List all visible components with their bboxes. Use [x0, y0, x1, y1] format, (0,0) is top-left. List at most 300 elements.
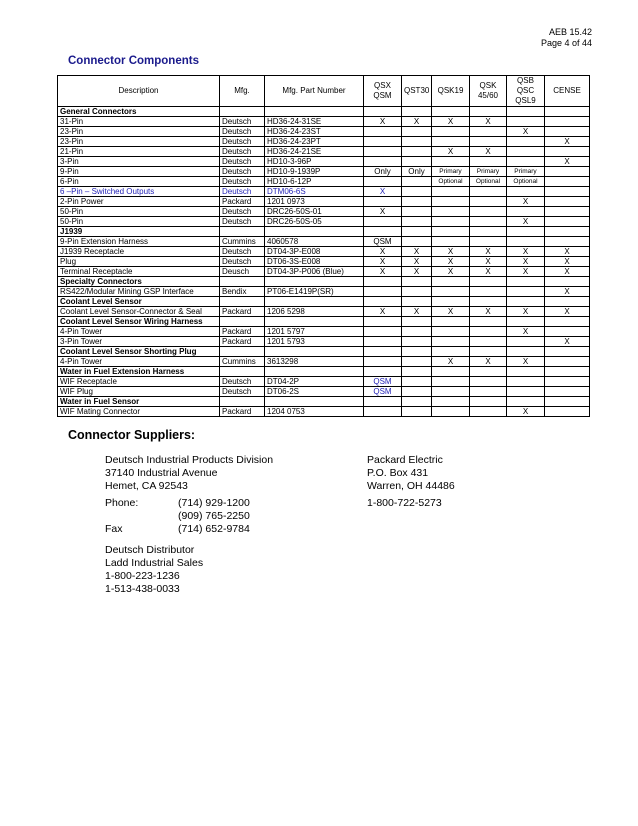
table-row: [58, 167, 590, 177]
cell-engine-5: [545, 177, 590, 187]
table-row: [58, 217, 590, 227]
cell-engine-1: [402, 187, 432, 197]
cell-engine-4: X: [507, 217, 545, 227]
group-label: Coolant Level Sensor: [58, 297, 220, 307]
empty-cell: [265, 347, 364, 357]
empty-cell: [432, 107, 470, 117]
col-cense: CENSE: [545, 76, 590, 107]
page-number: Page 4 of 44: [540, 38, 592, 48]
cell-part-number: HD36-24-21SE: [265, 147, 364, 157]
cell-description: WIF Receptacle: [58, 377, 220, 387]
group-label: Coolant Level Sensor Wiring Harness: [58, 317, 220, 327]
deutsch-city: Hemet, CA 92543: [105, 480, 188, 492]
cell-engine-0: QSM: [364, 377, 402, 387]
table-row: [58, 257, 590, 267]
cell-engine-2: [432, 327, 470, 337]
cell-part-number: HD36-24-23ST: [265, 127, 364, 137]
connector-table: [57, 75, 590, 417]
col-part-number: Mfg. Part Number: [265, 76, 364, 107]
cell-engine-2: [432, 187, 470, 197]
cell-description: 9-Pin: [58, 167, 220, 177]
cell-engine-1: [402, 157, 432, 167]
cell-engine-5: X: [545, 137, 590, 147]
distributor-line-1: Deutsch Distributor: [105, 544, 195, 556]
distributor-line-4: 1-513-438-0033: [105, 583, 180, 595]
cell-engine-4: [507, 137, 545, 147]
empty-cell: [220, 347, 265, 357]
cell-engine-5: [545, 167, 590, 177]
cell-engine-5: [545, 187, 590, 197]
empty-cell: [220, 227, 265, 237]
cell-mfg: Deusch: [220, 267, 265, 277]
deutsch-phone-2: (909) 765-2250: [178, 510, 250, 522]
empty-cell: [364, 297, 402, 307]
cell-engine-2: [432, 407, 470, 417]
cell-mfg: Deutsch: [220, 167, 265, 177]
cell-engine-4: X: [507, 357, 545, 367]
cell-engine-5: [545, 197, 590, 207]
cell-engine-2: [432, 377, 470, 387]
deutsch-contact: [105, 497, 250, 536]
cell-description: WIF Plug: [58, 387, 220, 397]
cell-engine-1: [402, 287, 432, 297]
cell-part-number: 1204 0753: [265, 407, 364, 417]
cell-description: 3-Pin: [58, 157, 220, 167]
cell-engine-1: [402, 357, 432, 367]
cell-engine-2: X: [432, 117, 470, 127]
cell-engine-0: [364, 177, 402, 187]
cell-description: RS422/Modular Mining GSP Interface: [58, 287, 220, 297]
cell-engine-2: X: [432, 257, 470, 267]
cell-mfg: Deutsch: [220, 387, 265, 397]
empty-cell: [364, 397, 402, 407]
cell-part-number: HD10-3-96P: [265, 157, 364, 167]
cell-engine-3: X: [470, 267, 507, 277]
cell-engine-4: [507, 187, 545, 197]
distributor-line-3: 1-800-223-1236: [105, 570, 180, 582]
cell-part-number: DT06-3S-E008: [265, 257, 364, 267]
cell-part-number: PT06-E1419P(SR): [265, 287, 364, 297]
empty-cell: [402, 297, 432, 307]
empty-cell: [545, 317, 590, 327]
cell-engine-5: [545, 127, 590, 137]
table-row: [58, 387, 590, 397]
empty-cell: [265, 367, 364, 377]
empty-cell: [265, 107, 364, 117]
cell-engine-3: X: [470, 117, 507, 127]
cell-engine-3: X: [470, 307, 507, 317]
cell-engine-1: X: [402, 247, 432, 257]
table-row: [58, 377, 590, 387]
col-qsk45: QSK 45/60: [470, 76, 507, 107]
cell-engine-0: [364, 407, 402, 417]
empty-cell: [470, 317, 507, 327]
group-label: Water in Fuel Sensor: [58, 397, 220, 407]
cell-engine-0: [364, 127, 402, 137]
cell-engine-0: [364, 287, 402, 297]
table-row: [58, 267, 590, 277]
table-header-row: [58, 76, 590, 107]
cell-mfg: Bendix: [220, 287, 265, 297]
cell-engine-0: X: [364, 207, 402, 217]
empty-cell: [507, 227, 545, 237]
cell-mfg: Packard: [220, 197, 265, 207]
cell-engine-5: X: [545, 287, 590, 297]
cell-description: 4-Pin Tower: [58, 327, 220, 337]
empty-cell: [265, 227, 364, 237]
cell-engine-0: X: [364, 247, 402, 257]
empty-cell: [432, 317, 470, 327]
table-group-row: [58, 297, 590, 307]
cell-engine-2: X: [432, 307, 470, 317]
cell-engine-3: [470, 217, 507, 227]
cell-engine-5: [545, 327, 590, 337]
cell-engine-4: X: [507, 197, 545, 207]
cell-engine-3: [470, 237, 507, 247]
cell-engine-1: [402, 237, 432, 247]
cell-engine-5: [545, 387, 590, 397]
empty-cell: [545, 297, 590, 307]
empty-cell: [364, 367, 402, 377]
empty-cell: [470, 107, 507, 117]
empty-cell: [432, 227, 470, 237]
cell-description: J1939 Receptacle: [58, 247, 220, 257]
cell-part-number: DRC26-50S-01: [265, 207, 364, 217]
empty-cell: [364, 107, 402, 117]
cell-part-number: HD36-24-31SE: [265, 117, 364, 127]
suppliers-title: Connector Suppliers:: [68, 428, 196, 442]
group-label: Coolant Level Sensor Shorting Plug: [58, 347, 220, 357]
cell-part-number: DT06-2S: [265, 387, 364, 397]
cell-engine-3: X: [470, 257, 507, 267]
table-row: [58, 127, 590, 137]
empty-cell: [545, 227, 590, 237]
cell-engine-5: [545, 237, 590, 247]
table-group-row: [58, 367, 590, 377]
empty-cell: [470, 277, 507, 287]
packard-box: P.O. Box 431: [367, 467, 429, 479]
table-row: [58, 207, 590, 217]
cell-engine-3: Optional: [470, 177, 507, 187]
cell-engine-3: X: [470, 357, 507, 367]
cell-engine-1: [402, 207, 432, 217]
empty-cell: [402, 367, 432, 377]
cell-engine-3: X: [470, 147, 507, 157]
table-row: [58, 157, 590, 167]
cell-mfg: Deutsch: [220, 377, 265, 387]
cell-engine-2: Optional: [432, 177, 470, 187]
table-row: [58, 197, 590, 207]
cell-engine-2: [432, 337, 470, 347]
table-row: [58, 327, 590, 337]
cell-engine-4: [507, 237, 545, 247]
cell-engine-0: [364, 357, 402, 367]
cell-engine-3: [470, 327, 507, 337]
empty-cell: [265, 277, 364, 287]
cell-engine-5: [545, 377, 590, 387]
cell-engine-3: [470, 407, 507, 417]
cell-description: Terminal Receptacle: [58, 267, 220, 277]
cell-engine-2: X: [432, 147, 470, 157]
cell-engine-1: [402, 407, 432, 417]
cell-engine-4: X: [507, 307, 545, 317]
cell-mfg: Deutsch: [220, 207, 265, 217]
table-group-row: [58, 277, 590, 287]
table-group-row: [58, 347, 590, 357]
cell-engine-4: [507, 377, 545, 387]
cell-engine-1: [402, 377, 432, 387]
cell-mfg: Deutsch: [220, 137, 265, 147]
packard-name: Packard Electric: [367, 454, 443, 466]
cell-part-number: 1201 0973: [265, 197, 364, 207]
cell-part-number: DRC26-50S-05: [265, 217, 364, 227]
cell-mfg: Deutsch: [220, 127, 265, 137]
table-row: [58, 187, 590, 197]
empty-cell: [364, 277, 402, 287]
cell-engine-5: [545, 407, 590, 417]
cell-engine-4: X: [507, 267, 545, 277]
cell-description: 31-Pin: [58, 117, 220, 127]
page-header: [541, 27, 592, 49]
empty-cell: [545, 367, 590, 377]
empty-cell: [432, 277, 470, 287]
cell-engine-1: [402, 177, 432, 187]
empty-cell: [507, 317, 545, 327]
group-label: J1939: [58, 227, 220, 237]
cell-engine-3: [470, 187, 507, 197]
cell-part-number: 1206 5298: [265, 307, 364, 317]
empty-cell: [402, 317, 432, 327]
empty-cell: [470, 367, 507, 377]
cell-part-number: DT04-2P: [265, 377, 364, 387]
cell-description: 6-Pin: [58, 177, 220, 187]
cell-engine-2: [432, 287, 470, 297]
cell-engine-3: [470, 157, 507, 167]
cell-mfg: Deutsch: [220, 217, 265, 227]
cell-engine-5: X: [545, 247, 590, 257]
table-row: [58, 307, 590, 317]
cell-engine-2: [432, 137, 470, 147]
cell-engine-0: [364, 337, 402, 347]
cell-description: 4-Pin Tower: [58, 357, 220, 367]
empty-cell: [470, 297, 507, 307]
empty-cell: [220, 107, 265, 117]
empty-cell: [432, 347, 470, 357]
cell-engine-3: [470, 127, 507, 137]
cell-mfg: Deutsch: [220, 257, 265, 267]
cell-engine-3: X: [470, 247, 507, 257]
cell-engine-4: [507, 157, 545, 167]
cell-part-number: HD10-9-1939P: [265, 167, 364, 177]
cell-engine-5: [545, 147, 590, 157]
cell-engine-5: [545, 217, 590, 227]
cell-description: 21-Pin: [58, 147, 220, 157]
deutsch-name: Deutsch Industrial Products Division: [105, 454, 274, 466]
cell-engine-4: [507, 387, 545, 397]
empty-cell: [402, 347, 432, 357]
empty-cell: [507, 347, 545, 357]
cell-description: 6 –Pin – Switched Outputs: [58, 187, 220, 197]
table-row: [58, 237, 590, 247]
cell-engine-3: [470, 387, 507, 397]
cell-engine-1: [402, 387, 432, 397]
empty-cell: [220, 277, 265, 287]
table-row: [58, 137, 590, 147]
col-qsk19: QSK19: [432, 76, 470, 107]
cell-mfg: Deutsch: [220, 147, 265, 157]
cell-description: 50-Pin: [58, 207, 220, 217]
cell-engine-5: [545, 117, 590, 127]
empty-cell: [265, 297, 364, 307]
document-id: AEB 15.42: [548, 27, 592, 37]
cell-engine-0: X: [364, 187, 402, 197]
empty-cell: [220, 317, 265, 327]
cell-engine-4: [507, 207, 545, 217]
cell-engine-2: X: [432, 267, 470, 277]
cell-engine-3: [470, 207, 507, 217]
group-label: Water in Fuel Extension Harness: [58, 367, 220, 377]
empty-cell: [470, 397, 507, 407]
cell-part-number: HD36-24-23PT: [265, 137, 364, 147]
cell-mfg: Packard: [220, 407, 265, 417]
cell-part-number: DT04-3P-E008: [265, 247, 364, 257]
empty-cell: [402, 107, 432, 117]
cell-description: Plug: [58, 257, 220, 267]
cell-engine-4: X: [507, 407, 545, 417]
col-mfg: Mfg.: [220, 76, 265, 107]
cell-engine-0: QSM: [364, 387, 402, 397]
cell-mfg: Cummins: [220, 237, 265, 247]
cell-engine-5: X: [545, 267, 590, 277]
cell-engine-2: [432, 197, 470, 207]
cell-engine-0: [364, 137, 402, 147]
deutsch-fax: (714) 652-9784: [178, 523, 250, 535]
cell-engine-4: Primary: [507, 167, 545, 177]
cell-mfg: Packard: [220, 337, 265, 347]
empty-cell: [402, 397, 432, 407]
fax-label: Fax: [105, 523, 123, 535]
cell-engine-2: [432, 387, 470, 397]
cell-engine-2: [432, 217, 470, 227]
cell-engine-4: [507, 147, 545, 157]
cell-engine-0: X: [364, 307, 402, 317]
deutsch-phone-1: (714) 929-1200: [178, 497, 250, 509]
cell-engine-2: [432, 237, 470, 247]
cell-description: 50-Pin: [58, 217, 220, 227]
cell-engine-1: [402, 327, 432, 337]
cell-engine-1: X: [402, 257, 432, 267]
empty-cell: [402, 277, 432, 287]
cell-engine-2: X: [432, 247, 470, 257]
cell-engine-4: X: [507, 247, 545, 257]
empty-cell: [545, 347, 590, 357]
deutsch-address: [105, 454, 273, 493]
cell-engine-3: [470, 137, 507, 147]
cell-mfg: Deutsch: [220, 247, 265, 257]
cell-mfg: Deutsch: [220, 117, 265, 127]
cell-part-number: DTM06-6S: [265, 187, 364, 197]
cell-mfg: Deutsch: [220, 187, 265, 197]
cell-engine-1: [402, 337, 432, 347]
cell-part-number: 1201 5797: [265, 327, 364, 337]
empty-cell: [220, 367, 265, 377]
cell-part-number: HD10-6-12P: [265, 177, 364, 187]
cell-engine-5: X: [545, 157, 590, 167]
empty-cell: [432, 297, 470, 307]
table-body: [58, 107, 590, 417]
cell-part-number: 3613298: [265, 357, 364, 367]
table-row: [58, 147, 590, 157]
col-description: Description: [58, 76, 220, 107]
table-row: [58, 247, 590, 257]
empty-cell: [507, 107, 545, 117]
cell-engine-2: X: [432, 357, 470, 367]
cell-engine-0: [364, 147, 402, 157]
empty-cell: [545, 277, 590, 287]
cell-engine-4: [507, 117, 545, 127]
empty-cell: [220, 397, 265, 407]
cell-engine-3: [470, 287, 507, 297]
deutsch-street: 37140 Industrial Avenue: [105, 467, 218, 479]
table-group-row: [58, 397, 590, 407]
empty-cell: [507, 277, 545, 287]
cell-engine-5: [545, 357, 590, 367]
col-qsx: QSX QSM: [364, 76, 402, 107]
cell-description: 2-Pin Power: [58, 197, 220, 207]
cell-part-number: 4060578: [265, 237, 364, 247]
empty-cell: [545, 397, 590, 407]
cell-engine-0: [364, 197, 402, 207]
cell-mfg: Cummins: [220, 357, 265, 367]
cell-engine-3: [470, 337, 507, 347]
section-title: Connector Components: [68, 55, 199, 67]
distributor-line-2: Ladd Industrial Sales: [105, 557, 204, 569]
table-row: [58, 407, 590, 417]
cell-mfg: Deutsch: [220, 157, 265, 167]
empty-cell: [364, 317, 402, 327]
cell-engine-0: Only: [364, 167, 402, 177]
empty-cell: [265, 397, 364, 407]
cell-engine-2: [432, 127, 470, 137]
cell-part-number: DT04-3P-P006 (Blue): [265, 267, 364, 277]
cell-description: WIF Mating Connector: [58, 407, 220, 417]
cell-description: Coolant Level Sensor-Connector & Seal: [58, 307, 220, 317]
cell-engine-5: X: [545, 257, 590, 267]
empty-cell: [432, 397, 470, 407]
cell-engine-3: [470, 197, 507, 207]
cell-engine-4: Optional: [507, 177, 545, 187]
empty-cell: [265, 317, 364, 327]
empty-cell: [507, 397, 545, 407]
cell-engine-0: [364, 327, 402, 337]
phone-label: Phone:: [105, 497, 139, 509]
distributor-info: [105, 544, 203, 596]
cell-description: 3-Pin Tower: [58, 337, 220, 347]
cell-engine-3: [470, 377, 507, 387]
cell-part-number: 1201 5793: [265, 337, 364, 347]
cell-engine-0: X: [364, 267, 402, 277]
table-group-row: [58, 227, 590, 237]
empty-cell: [507, 367, 545, 377]
cell-engine-2: Primary: [432, 167, 470, 177]
empty-cell: [470, 227, 507, 237]
empty-cell: [220, 297, 265, 307]
cell-engine-0: X: [364, 117, 402, 127]
packard-address: [367, 454, 455, 493]
empty-cell: [364, 347, 402, 357]
table-group-row: [58, 107, 590, 117]
cell-engine-0: QSM: [364, 237, 402, 247]
